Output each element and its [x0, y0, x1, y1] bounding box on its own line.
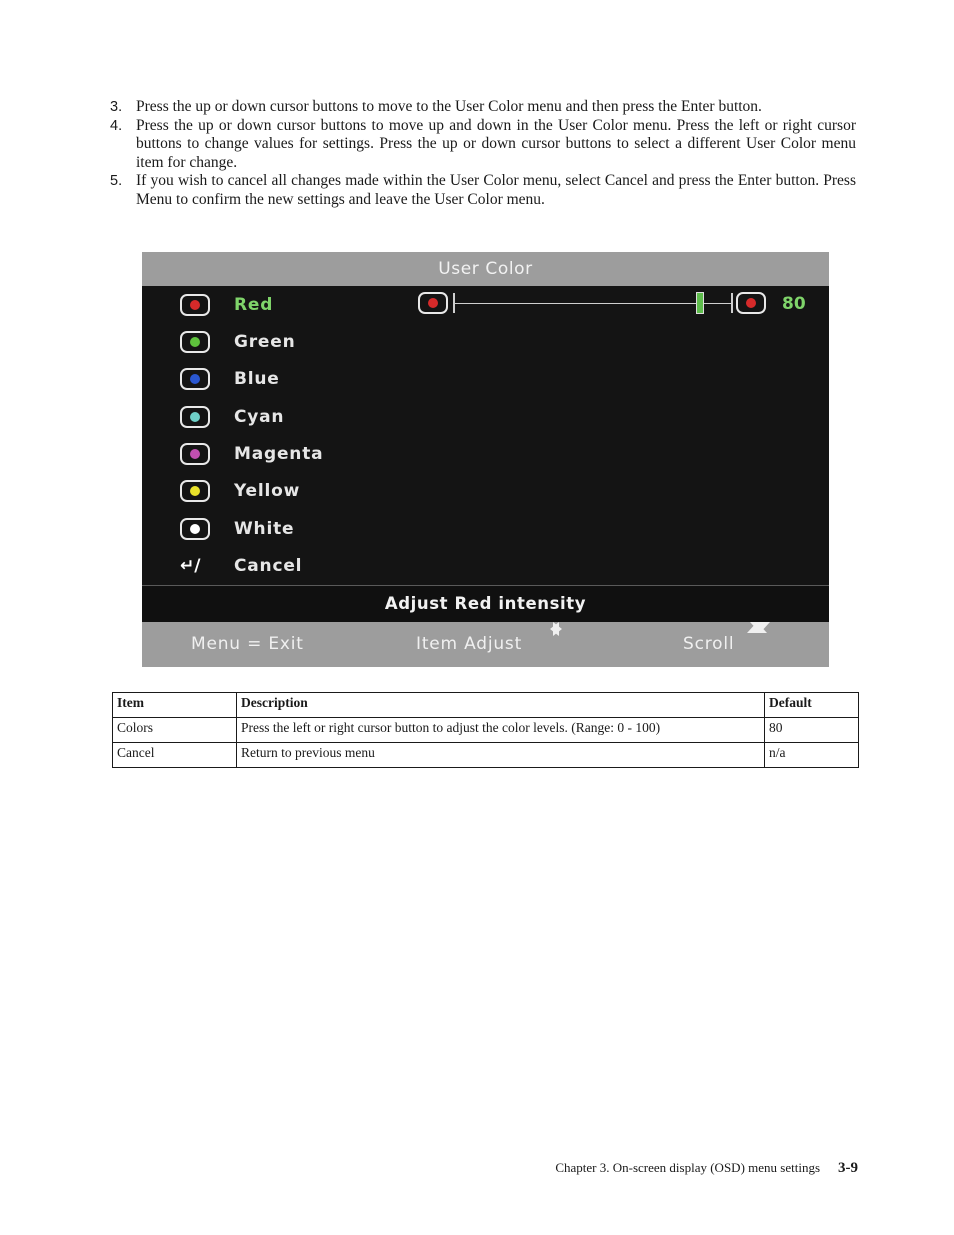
- osd-user-color-screenshot: [142, 252, 829, 667]
- step-number: 4.: [110, 117, 123, 134]
- color-dot: [428, 298, 438, 308]
- color-dot: [190, 486, 200, 496]
- red-color-icon: [736, 292, 766, 314]
- blue-color-icon: [180, 368, 210, 390]
- menu-item-label: Red: [234, 295, 274, 315]
- table-cell: Return to previous menu: [237, 743, 765, 768]
- step-text: Press the up or down cursor buttons to move up and down in the User Color menu. Press the left or right cursor buttons to change values for settings. Press the up or down cursor buttons to select a different User Color menu item for change.: [136, 116, 856, 171]
- page-number: 3-9: [838, 1160, 858, 1176]
- step-text: Press the up or down cursor buttons to move to the User Color menu and then press the Enter button.: [136, 98, 762, 115]
- menu-item-label: Yellow: [234, 481, 301, 501]
- color-dot: [190, 412, 200, 422]
- menu-item-label: White: [234, 519, 295, 539]
- item-adjust-hint: Item Adjust: [416, 634, 523, 654]
- table-header-row: [113, 693, 859, 718]
- menu-item-white[interactable]: [180, 514, 294, 544]
- color-dot: [190, 449, 200, 459]
- cyan-color-icon: [180, 406, 210, 428]
- step-4: [110, 117, 856, 173]
- white-color-icon: [180, 518, 210, 540]
- page-footer: [534, 1160, 858, 1177]
- table-cell: Press the left or right cursor button to adjust the color levels. (Range: 0 - 100): [237, 718, 765, 743]
- green-color-icon: [180, 331, 210, 353]
- enter-cancel-icon: ↵/: [180, 556, 201, 576]
- table-cell: 80: [765, 718, 859, 743]
- menu-item-blue[interactable]: [180, 364, 280, 394]
- header-description: Description: [237, 693, 765, 718]
- red-color-icon: [418, 292, 448, 314]
- step-number: 5.: [110, 173, 123, 190]
- table-cell: Cancel: [113, 743, 237, 768]
- menu-item-cyan[interactable]: [180, 402, 284, 432]
- slider-value: 80: [782, 294, 806, 314]
- osd-footer: [142, 622, 829, 667]
- slider-max-tick: [731, 293, 733, 313]
- menu-item-label: Magenta: [234, 444, 324, 464]
- menu-item-magenta[interactable]: [180, 439, 323, 469]
- color-dot: [746, 298, 756, 308]
- table-row: [113, 743, 859, 768]
- step-number: 3.: [110, 99, 123, 115]
- menu-item-label: Green: [234, 332, 296, 352]
- chapter-title: Chapter 3. On-screen display (OSD) menu settings: [555, 1160, 820, 1175]
- red-intensity-slider[interactable]: [418, 290, 818, 318]
- menu-item-red[interactable]: [180, 290, 273, 320]
- magenta-color-icon: [180, 443, 210, 465]
- table-cell: n/a: [765, 743, 859, 768]
- color-dot: [190, 374, 200, 384]
- header-default: Default: [765, 693, 859, 718]
- menu-item-label: Blue: [234, 369, 280, 389]
- red-color-icon: [180, 294, 210, 316]
- scroll-hint: Scroll: [683, 634, 735, 654]
- color-dot: [190, 300, 200, 310]
- menu-item-label: Cyan: [234, 407, 285, 427]
- osd-hint: Adjust Red intensity: [142, 586, 829, 622]
- osd-title: User Color: [142, 252, 829, 286]
- yellow-color-icon: [180, 480, 210, 502]
- menu-item-cancel[interactable]: [180, 551, 302, 581]
- color-dot: [190, 524, 200, 534]
- step-text: If you wish to cancel all changes made within the User Color menu, select Cancel and press the Enter button. Press Menu to confirm the new settings and leave the User Color menu.: [136, 172, 856, 208]
- table-cell: Colors: [113, 718, 237, 743]
- menu-item-yellow[interactable]: [180, 476, 300, 506]
- menu-item-green[interactable]: [180, 327, 296, 357]
- instruction-steps: [110, 98, 856, 210]
- osd-menu-body: [142, 286, 829, 585]
- header-item: Item: [113, 693, 237, 718]
- menu-exit-hint: Menu = Exit: [191, 634, 304, 654]
- settings-table: [112, 692, 859, 768]
- step-5: [110, 172, 856, 209]
- table-row: [113, 718, 859, 743]
- slider-thumb[interactable]: [696, 292, 704, 314]
- menu-item-label: Cancel: [234, 556, 303, 576]
- slider-track: [454, 303, 732, 304]
- step-3: [110, 98, 856, 117]
- color-dot: [190, 337, 200, 347]
